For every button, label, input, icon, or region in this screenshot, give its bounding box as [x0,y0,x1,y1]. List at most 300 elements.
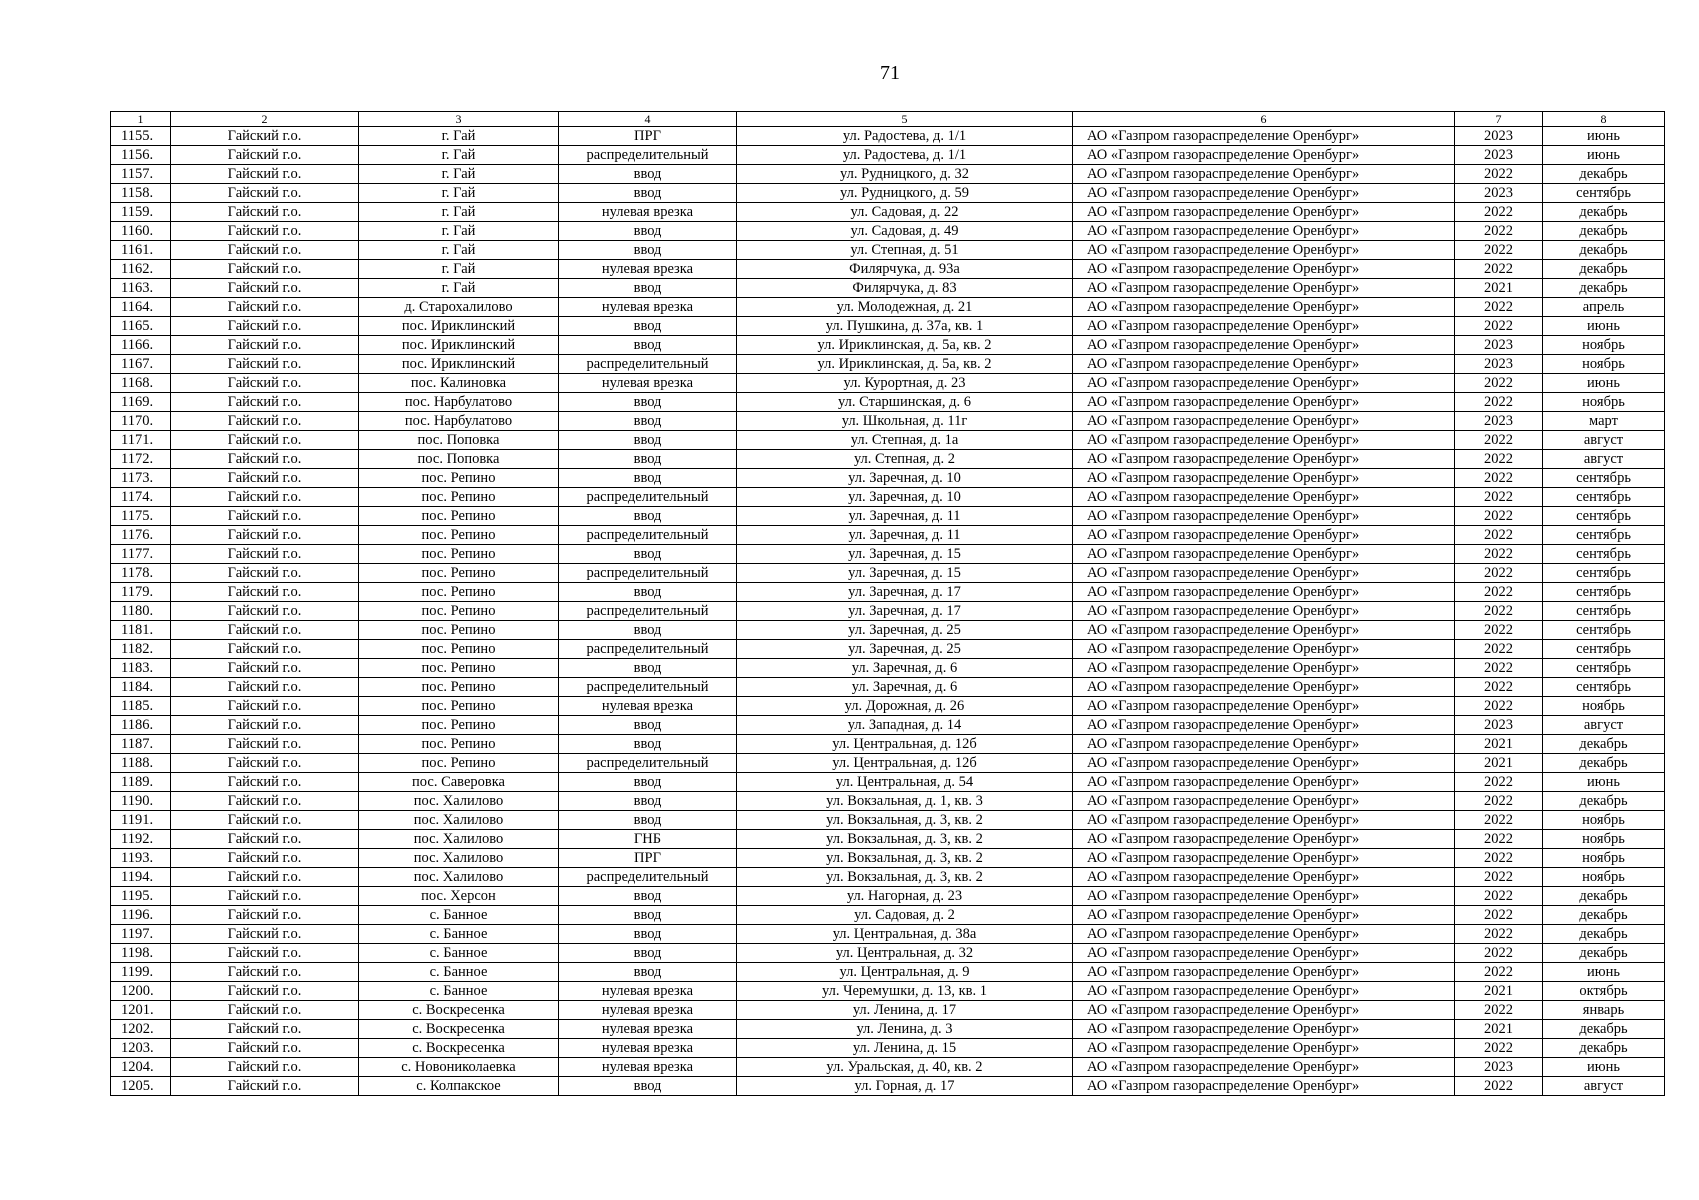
work-type-cell: ввод [559,222,737,241]
organization-cell: АО «Газпром газораспределение Оренбург» [1073,640,1455,659]
row-number-cell: 1184. [111,678,171,697]
year-cell: 2022 [1455,526,1543,545]
year-cell: 2023 [1455,146,1543,165]
organization-cell: АО «Газпром газораспределение Оренбург» [1073,1039,1455,1058]
month-cell: сентябрь [1543,583,1665,602]
year-cell: 2021 [1455,735,1543,754]
year-cell: 2022 [1455,830,1543,849]
work-type-cell: нулевая врезка [559,374,737,393]
settlement-cell: пос. Нарбулатово [359,393,559,412]
table-row [111,507,1665,526]
settlement-cell: с. Воскресенка [359,1001,559,1020]
table-row [111,469,1665,488]
settlement-cell: с. Колпакское [359,1077,559,1096]
settlement-cell: г. Гай [359,184,559,203]
year-cell: 2022 [1455,773,1543,792]
organization-cell: АО «Газпром газораспределение Оренбург» [1073,906,1455,925]
district-cell: Гайский г.о. [171,545,359,564]
settlement-cell: пос. Репино [359,564,559,583]
month-cell: декабрь [1543,203,1665,222]
address-cell: ул. Заречная, д. 17 [737,602,1073,621]
work-type-cell: ввод [559,241,737,260]
table-row [111,222,1665,241]
work-type-cell: распределительный [559,146,737,165]
month-cell: ноябрь [1543,393,1665,412]
address-cell: ул. Ириклинская, д. 5а, кв. 2 [737,355,1073,374]
column-header: 3 [359,112,559,127]
work-type-cell: ввод [559,925,737,944]
work-type-cell: нулевая врезка [559,1020,737,1039]
district-cell: Гайский г.о. [171,317,359,336]
settlement-cell: пос. Ириклинский [359,355,559,374]
organization-cell: АО «Газпром газораспределение Оренбург» [1073,127,1455,146]
settlement-cell: д. Старохалилово [359,298,559,317]
settlement-cell: г. Гай [359,165,559,184]
table-row [111,735,1665,754]
settlement-cell: пос. Херсон [359,887,559,906]
table-row [111,393,1665,412]
row-number-cell: 1179. [111,583,171,602]
year-cell: 2022 [1455,678,1543,697]
row-number-cell: 1186. [111,716,171,735]
month-cell: сентябрь [1543,621,1665,640]
organization-cell: АО «Газпром газораспределение Оренбург» [1073,165,1455,184]
work-type-cell: распределительный [559,526,737,545]
work-type-cell: ввод [559,450,737,469]
address-cell: ул. Старшинская, д. 6 [737,393,1073,412]
row-number-cell: 1170. [111,412,171,431]
settlement-cell: пос. Халилово [359,868,559,887]
month-cell: ноябрь [1543,355,1665,374]
address-cell: ул. Заречная, д. 11 [737,526,1073,545]
month-cell: декабрь [1543,1039,1665,1058]
table-row [111,982,1665,1001]
settlement-cell: с. Банное [359,925,559,944]
month-cell: июнь [1543,963,1665,982]
year-cell: 2021 [1455,754,1543,773]
district-cell: Гайский г.о. [171,906,359,925]
table-body [111,127,1665,1096]
row-number-cell: 1192. [111,830,171,849]
work-type-cell: ввод [559,811,737,830]
year-cell: 2022 [1455,868,1543,887]
work-type-cell: ввод [559,659,737,678]
work-type-cell: ввод [559,431,737,450]
row-number-cell: 1161. [111,241,171,260]
district-cell: Гайский г.о. [171,849,359,868]
table-row [111,944,1665,963]
settlement-cell: г. Гай [359,203,559,222]
year-cell: 2022 [1455,792,1543,811]
month-cell: декабрь [1543,944,1665,963]
organization-cell: АО «Газпром газораспределение Оренбург» [1073,678,1455,697]
month-cell: сентябрь [1543,545,1665,564]
row-number-cell: 1193. [111,849,171,868]
settlement-cell: пос. Халилово [359,849,559,868]
column-header: 1 [111,112,171,127]
work-type-cell: нулевая врезка [559,298,737,317]
settlement-cell: с. Банное [359,906,559,925]
table-row [111,773,1665,792]
work-type-cell: распределительный [559,868,737,887]
work-type-cell: распределительный [559,602,737,621]
settlement-cell: пос. Поповка [359,431,559,450]
work-type-cell: ввод [559,906,737,925]
column-header: 4 [559,112,737,127]
address-cell: ул. Садовая, д. 49 [737,222,1073,241]
work-type-cell: ПРГ [559,849,737,868]
work-type-cell: ввод [559,792,737,811]
address-cell: ул. Степная, д. 51 [737,241,1073,260]
table-row [111,564,1665,583]
organization-cell: АО «Газпром газораспределение Оренбург» [1073,583,1455,602]
settlement-cell: пос. Репино [359,602,559,621]
year-cell: 2022 [1455,1001,1543,1020]
year-cell: 2021 [1455,982,1543,1001]
settlement-cell: пос. Поповка [359,450,559,469]
district-cell: Гайский г.о. [171,830,359,849]
settlement-cell: пос. Халилово [359,811,559,830]
table-row [111,1039,1665,1058]
district-cell: Гайский г.о. [171,754,359,773]
district-cell: Гайский г.о. [171,697,359,716]
table-row [111,317,1665,336]
row-number-cell: 1157. [111,165,171,184]
district-cell: Гайский г.о. [171,621,359,640]
table-row [111,165,1665,184]
month-cell: сентябрь [1543,564,1665,583]
row-number-cell: 1195. [111,887,171,906]
table-row [111,279,1665,298]
organization-cell: АО «Газпром газораспределение Оренбург» [1073,887,1455,906]
row-number-cell: 1162. [111,260,171,279]
organization-cell: АО «Газпром газораспределение Оренбург» [1073,450,1455,469]
row-number-cell: 1155. [111,127,171,146]
table-row [111,127,1665,146]
organization-cell: АО «Газпром газораспределение Оренбург» [1073,355,1455,374]
row-number-cell: 1196. [111,906,171,925]
organization-cell: АО «Газпром газораспределение Оренбург» [1073,374,1455,393]
month-cell: декабрь [1543,165,1665,184]
year-cell: 2022 [1455,317,1543,336]
settlement-cell: г. Гай [359,241,559,260]
row-number-cell: 1198. [111,944,171,963]
settlement-cell: г. Гай [359,260,559,279]
district-cell: Гайский г.о. [171,773,359,792]
month-cell: декабрь [1543,754,1665,773]
row-number-cell: 1156. [111,146,171,165]
year-cell: 2022 [1455,621,1543,640]
organization-cell: АО «Газпром газораспределение Оренбург» [1073,621,1455,640]
year-cell: 2022 [1455,545,1543,564]
organization-cell: АО «Газпром газораспределение Оренбург» [1073,697,1455,716]
work-type-cell: нулевая врезка [559,1058,737,1077]
address-cell: ул. Вокзальная, д. 1, кв. 3 [737,792,1073,811]
settlement-cell: пос. Репино [359,469,559,488]
year-cell: 2022 [1455,222,1543,241]
organization-cell: АО «Газпром газораспределение Оренбург» [1073,222,1455,241]
year-cell: 2023 [1455,355,1543,374]
district-cell: Гайский г.о. [171,241,359,260]
district-cell: Гайский г.о. [171,203,359,222]
year-cell: 2023 [1455,127,1543,146]
organization-cell: АО «Газпром газораспределение Оренбург» [1073,184,1455,203]
address-cell: ул. Заречная, д. 15 [737,545,1073,564]
year-cell: 2022 [1455,640,1543,659]
row-number-cell: 1182. [111,640,171,659]
address-cell: ул. Дорожная, д. 26 [737,697,1073,716]
settlement-cell: пос. Репино [359,583,559,602]
district-cell: Гайский г.о. [171,583,359,602]
district-cell: Гайский г.о. [171,260,359,279]
district-cell: Гайский г.о. [171,678,359,697]
work-type-cell: ввод [559,336,737,355]
work-type-cell: распределительный [559,488,737,507]
month-cell: сентябрь [1543,659,1665,678]
settlement-cell: г. Гай [359,279,559,298]
year-cell: 2022 [1455,241,1543,260]
work-type-cell: ввод [559,621,737,640]
district-cell: Гайский г.о. [171,1001,359,1020]
address-cell: ул. Рудницкого, д. 59 [737,184,1073,203]
settlement-cell: с. Банное [359,944,559,963]
district-cell: Гайский г.о. [171,412,359,431]
district-cell: Гайский г.о. [171,298,359,317]
month-cell: декабрь [1543,792,1665,811]
table-row [111,697,1665,716]
address-cell: ул. Заречная, д. 10 [737,488,1073,507]
district-cell: Гайский г.о. [171,469,359,488]
work-type-cell: ввод [559,393,737,412]
table-row [111,488,1665,507]
settlement-cell: с. Воскресенка [359,1039,559,1058]
settlement-cell: с. Банное [359,963,559,982]
row-number-cell: 1180. [111,602,171,621]
address-cell: ул. Молодежная, д. 21 [737,298,1073,317]
district-cell: Гайский г.о. [171,887,359,906]
month-cell: ноябрь [1543,830,1665,849]
month-cell: декабрь [1543,279,1665,298]
table-row [111,374,1665,393]
address-cell: ул. Заречная, д. 25 [737,640,1073,659]
settlement-cell: г. Гай [359,146,559,165]
work-type-cell: нулевая врезка [559,1039,737,1058]
year-cell: 2022 [1455,583,1543,602]
table-header [111,112,1665,127]
organization-cell: АО «Газпром газораспределение Оренбург» [1073,279,1455,298]
table-row [111,298,1665,317]
table-row [111,678,1665,697]
address-cell: ул. Школьная, д. 11г [737,412,1073,431]
organization-cell: АО «Газпром газораспределение Оренбург» [1073,868,1455,887]
year-cell: 2022 [1455,298,1543,317]
work-type-cell: нулевая врезка [559,203,737,222]
settlement-cell: пос. Халилово [359,792,559,811]
address-cell: ул. Ленина, д. 15 [737,1039,1073,1058]
address-cell: ул. Ленина, д. 3 [737,1020,1073,1039]
year-cell: 2022 [1455,659,1543,678]
month-cell: август [1543,1077,1665,1096]
year-cell: 2022 [1455,697,1543,716]
work-type-cell: ввод [559,963,737,982]
district-cell: Гайский г.о. [171,336,359,355]
row-number-cell: 1176. [111,526,171,545]
work-type-cell: ввод [559,184,737,203]
address-cell: ул. Радостева, д. 1/1 [737,127,1073,146]
row-number-cell: 1199. [111,963,171,982]
work-type-cell: ГНБ [559,830,737,849]
district-cell: Гайский г.о. [171,716,359,735]
year-cell: 2022 [1455,165,1543,184]
year-cell: 2022 [1455,469,1543,488]
month-cell: июнь [1543,1058,1665,1077]
month-cell: июнь [1543,374,1665,393]
month-cell: ноябрь [1543,849,1665,868]
table-row [111,887,1665,906]
table-row [111,963,1665,982]
table-row [111,849,1665,868]
page-number: 71 [880,62,900,84]
organization-cell: АО «Газпром газораспределение Оренбург» [1073,507,1455,526]
district-cell: Гайский г.о. [171,564,359,583]
year-cell: 2023 [1455,184,1543,203]
district-cell: Гайский г.о. [171,450,359,469]
row-number-cell: 1205. [111,1077,171,1096]
work-type-cell: ввод [559,545,737,564]
organization-cell: АО «Газпром газораспределение Оренбург» [1073,431,1455,450]
address-cell: ул. Садовая, д. 22 [737,203,1073,222]
year-cell: 2022 [1455,963,1543,982]
row-number-cell: 1190. [111,792,171,811]
district-cell: Гайский г.о. [171,146,359,165]
district-cell: Гайский г.о. [171,963,359,982]
month-cell: август [1543,716,1665,735]
district-cell: Гайский г.о. [171,735,359,754]
work-type-cell: ввод [559,279,737,298]
row-number-cell: 1175. [111,507,171,526]
row-number-cell: 1202. [111,1020,171,1039]
month-cell: декабрь [1543,906,1665,925]
column-header: 6 [1073,112,1455,127]
row-number-cell: 1185. [111,697,171,716]
district-cell: Гайский г.о. [171,222,359,241]
year-cell: 2021 [1455,1020,1543,1039]
month-cell: декабрь [1543,735,1665,754]
organization-cell: АО «Газпром газораспределение Оренбург» [1073,925,1455,944]
row-number-cell: 1159. [111,203,171,222]
address-cell: ул. Заречная, д. 11 [737,507,1073,526]
district-cell: Гайский г.о. [171,659,359,678]
column-header: 7 [1455,112,1543,127]
year-cell: 2022 [1455,925,1543,944]
settlement-cell: пос. Ириклинский [359,317,559,336]
district-cell: Гайский г.о. [171,640,359,659]
settlement-cell: пос. Саверовка [359,773,559,792]
column-header: 2 [171,112,359,127]
table-row [111,830,1665,849]
address-cell: ул. Заречная, д. 25 [737,621,1073,640]
district-cell: Гайский г.о. [171,507,359,526]
organization-cell: АО «Газпром газораспределение Оренбург» [1073,811,1455,830]
data-table [110,111,1665,1096]
organization-cell: АО «Газпром газораспределение Оренбург» [1073,545,1455,564]
month-cell: сентябрь [1543,488,1665,507]
row-number-cell: 1169. [111,393,171,412]
year-cell: 2022 [1455,260,1543,279]
work-type-cell: ввод [559,1077,737,1096]
month-cell: сентябрь [1543,469,1665,488]
row-number-cell: 1158. [111,184,171,203]
organization-cell: АО «Газпром газораспределение Оренбург» [1073,792,1455,811]
month-cell: декабрь [1543,241,1665,260]
month-cell: декабрь [1543,925,1665,944]
address-cell: ул. Заречная, д. 6 [737,659,1073,678]
row-number-cell: 1178. [111,564,171,583]
month-cell: декабрь [1543,222,1665,241]
district-cell: Гайский г.о. [171,602,359,621]
table-row [111,526,1665,545]
district-cell: Гайский г.о. [171,811,359,830]
address-cell: Филярчука, д. 83 [737,279,1073,298]
settlement-cell: г. Гай [359,127,559,146]
column-header: 5 [737,112,1073,127]
work-type-cell: нулевая врезка [559,1001,737,1020]
year-cell: 2022 [1455,203,1543,222]
table-row [111,659,1665,678]
work-type-cell: ввод [559,412,737,431]
table-row [111,241,1665,260]
row-number-cell: 1204. [111,1058,171,1077]
district-cell: Гайский г.о. [171,868,359,887]
table-row [111,1001,1665,1020]
year-cell: 2022 [1455,1039,1543,1058]
organization-cell: АО «Газпром газораспределение Оренбург» [1073,469,1455,488]
district-cell: Гайский г.о. [171,925,359,944]
row-number-cell: 1163. [111,279,171,298]
month-cell: сентябрь [1543,602,1665,621]
table-row [111,203,1665,222]
organization-cell: АО «Газпром газораспределение Оренбург» [1073,1001,1455,1020]
header-row [111,112,1665,127]
year-cell: 2022 [1455,849,1543,868]
organization-cell: АО «Газпром газораспределение Оренбург» [1073,298,1455,317]
work-type-cell: распределительный [559,754,737,773]
year-cell: 2022 [1455,488,1543,507]
address-cell: ул. Заречная, д. 15 [737,564,1073,583]
table-row [111,1020,1665,1039]
year-cell: 2023 [1455,1058,1543,1077]
table-row [111,450,1665,469]
settlement-cell: пос. Репино [359,640,559,659]
organization-cell: АО «Газпром газораспределение Оренбург» [1073,412,1455,431]
address-cell: ул. Горная, д. 17 [737,1077,1073,1096]
month-cell: сентябрь [1543,678,1665,697]
organization-cell: АО «Газпром газораспределение Оренбург» [1073,849,1455,868]
settlement-cell: с. Банное [359,982,559,1001]
district-cell: Гайский г.о. [171,431,359,450]
settlement-cell: пос. Репино [359,716,559,735]
month-cell: март [1543,412,1665,431]
organization-cell: АО «Газпром газораспределение Оренбург» [1073,602,1455,621]
district-cell: Гайский г.о. [171,165,359,184]
table-row [111,1058,1665,1077]
year-cell: 2022 [1455,374,1543,393]
work-type-cell: распределительный [559,564,737,583]
row-number-cell: 1166. [111,336,171,355]
table-row [111,583,1665,602]
table-row [111,336,1665,355]
month-cell: декабрь [1543,887,1665,906]
